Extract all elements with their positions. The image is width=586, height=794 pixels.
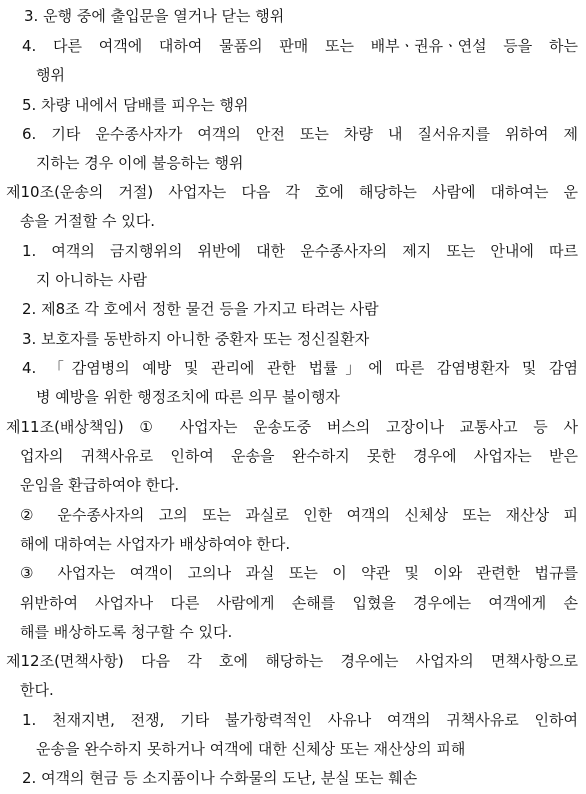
article-12-item-2: 2. 여객의 현금 등 소지품이나 수화물의 도난, 분실 또는 훼손	[22, 769, 418, 787]
article-10-heading: 제10조(운송의 거절) 사업자는 다음 각 호에 해당하는 사람에 대하여는 운	[6, 183, 578, 201]
article-10-item-3: 3. 보호자를 동반하지 아니한 중환자 또는 정신질환자	[22, 330, 370, 348]
article-9-item-4-continued: 행위	[36, 66, 65, 84]
article-12-item-1-continued: 운송을 완수하지 못하거나 여객에 대한 신체상 또는 재산상의 피해	[36, 740, 466, 758]
article-9-item-6: 6. 기타 운수종사자가 여객의 안전 또는 차량 내 질서유지를 위하여 제	[22, 125, 578, 143]
article-10-heading-continued: 송을 거절할 수 있다.	[20, 212, 155, 230]
article-9-item-5: 5. 차량 내에서 담배를 피우는 행위	[22, 96, 249, 114]
article-9-item-6-continued: 지하는 경우 이에 불응하는 행위	[36, 154, 244, 172]
article-11-heading: 제11조(배상책임) ① 사업자는 운송도중 버스의 고장이나 교통사고 등 사	[6, 418, 578, 436]
article-10-item-2: 2. 제8조 각 호에서 정한 물건 등을 가지고 타려는 사람	[22, 300, 379, 318]
article-9-item-3: 3. 운행 중에 출입문을 열거나 닫는 행위	[24, 7, 285, 25]
article-11-para-3-line-3: 해를 배상하도록 청구할 수 있다.	[20, 623, 233, 641]
article-11-para-3-line-2: 위반하여 사업자나 다른 사람에게 손해를 입혔을 경우에는 여객에게 손	[20, 594, 578, 612]
article-10-item-1: 1. 여객의 금지행위의 위반에 대한 운수종사자의 제지 또는 안내에 따르	[22, 242, 578, 260]
article-10-item-4: 4. 「감염병의 예방 및 관리에 관한 법률」에 따른 감염병환자 및 감염	[22, 359, 578, 377]
article-12-heading-continued: 한다.	[20, 681, 54, 699]
article-10-item-4-continued: 병 예방을 위한 행정조치에 따른 의무 불이행자	[36, 388, 340, 406]
article-10-item-1-continued: 지 아니하는 사람	[36, 271, 147, 289]
article-11-para-3: ③ 사업자는 여객이 고의나 과실 또는 이 약관 및 이와 관련한 법규를	[20, 564, 578, 582]
article-11-para-2-continued: 해에 대하여는 사업자가 배상하여야 한다.	[20, 535, 291, 553]
article-12-item-1: 1. 천재지변, 전쟁, 기타 불가항력적인 사유나 여객의 귀책사유로 인하여	[22, 711, 578, 729]
article-12-heading: 제12조(면책사항) 다음 각 호에 해당하는 경우에는 사업자의 면책사항으로	[6, 652, 578, 670]
article-11-para-2: ② 운수종사자의 고의 또는 과실로 인한 여객의 신체상 또는 재산상 피	[20, 506, 578, 524]
article-11-para-1-line-2: 업자의 귀책사유로 인하여 운송을 완수하지 못한 경우에 사업자는 받은	[20, 447, 578, 465]
article-9-item-4: 4. 다른 여객에 대하여 물품의 판매 또는 배부ㆍ권유ㆍ연설 등을 하는	[22, 37, 578, 55]
article-11-para-1-line-3: 운임을 환급하여야 한다.	[20, 476, 180, 494]
